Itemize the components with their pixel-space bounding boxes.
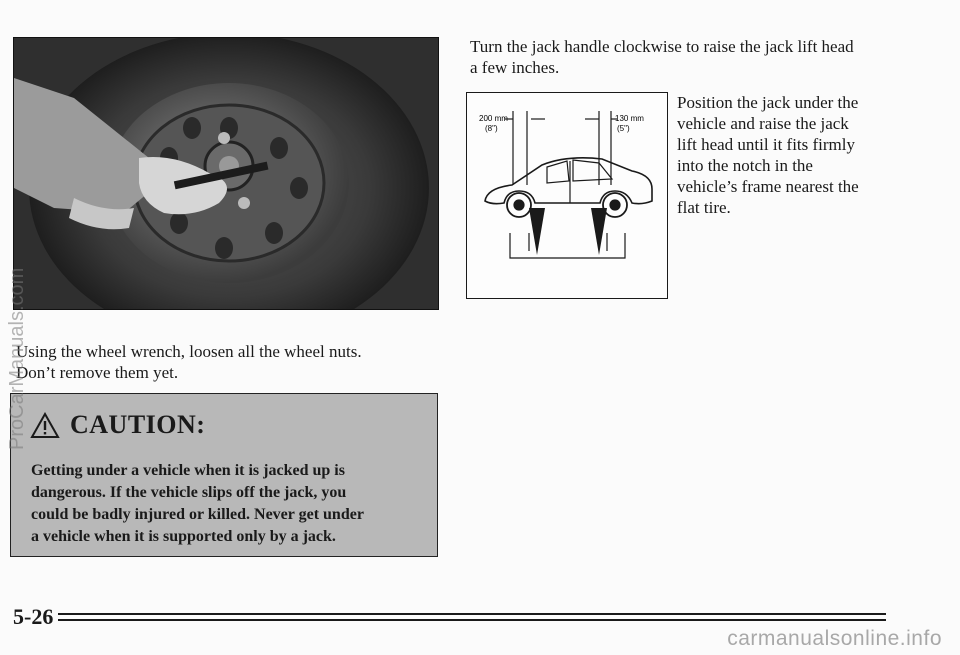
caution-line: a vehicle when it is supported only by a jack. [31,528,336,545]
paragraph-line: lift head until it fits firmly [677,135,856,154]
paragraph-line: Turn the jack handle clockwise to raise the jack lift head [470,37,854,56]
loosen-nuts-paragraph [16,341,436,383]
rear-distance-inches: (5") [617,124,630,133]
caution-header [30,410,205,440]
paragraph-line: Position the jack under the [677,93,859,112]
page-number: 5-26 [13,604,54,629]
front-distance-label: 200 mm [479,114,508,123]
caution-text [31,460,426,548]
paragraph-line: Using the wheel wrench, loosen all the wheel nuts. [16,342,362,361]
position-jack-paragraph [677,92,887,218]
caution-line: Getting under a vehicle when it is jacked up is [31,462,345,479]
jack-position-diagram [466,92,668,299]
paragraph-line: into the notch in the [677,156,813,175]
turn-handle-paragraph [470,36,910,78]
footer-rule [58,613,886,615]
caution-box [10,393,438,557]
wheel-illustration [14,38,438,309]
paragraph-line: vehicle and raise the jack [677,114,849,133]
side-watermark: ProCarManuals.com [6,267,28,450]
paragraph-line: a few inches. [470,58,560,77]
warning-triangle-icon [30,412,60,439]
wheel-wrench-photo [13,37,439,310]
rear-distance-label: 130 mm [615,114,644,123]
front-distance-inches: (8") [485,124,498,133]
paragraph-line: vehicle’s frame nearest the [677,177,859,196]
caution-line: dangerous. If the vehicle slips off the jack, you [31,484,347,501]
footer-rule [58,619,886,621]
paragraph-line: flat tire. [677,198,731,217]
bottom-watermark[interactable]: carmanualsonline.info [727,627,942,650]
caution-line: could be badly injured or killed. Never get under [31,506,364,523]
caution-title: CAUTION: [70,410,206,439]
rear-jack-point-arrow [591,208,607,255]
front-jack-point-arrow [529,208,545,255]
paragraph-line: Don’t remove them yet. [16,363,179,382]
